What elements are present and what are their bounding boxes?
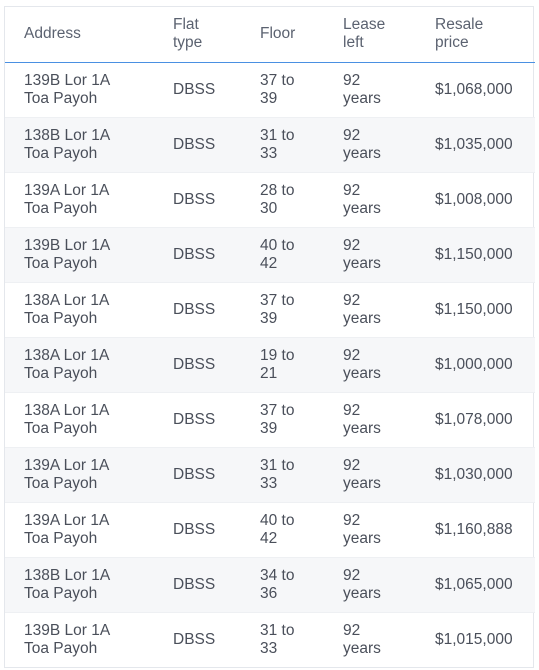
table-row [5,612,535,667]
table-body [5,62,535,667]
cell-lease-left-text: 92 years [343,291,381,327]
cell-lease-left [323,612,415,667]
cell-lease-left-text: 92 years [343,566,381,602]
cell-address-text: 139A Lor 1A Toa Payoh [24,511,110,547]
cell-lease-left-text: 92 years [343,401,381,437]
cell-floor-text: 40 to 42 [260,236,295,272]
cell-floor [240,117,323,172]
cell-resale-price: $1,065,000 [415,557,535,612]
cell-flat-type: DBSS [153,447,240,502]
cell-floor [240,392,323,447]
cell-floor [240,282,323,337]
cell-lease-left-text: 92 years [343,621,381,657]
cell-address-text: 138A Lor 1A Toa Payoh [24,346,110,382]
table-row [5,392,535,447]
cell-address [5,62,153,117]
column-header-lease-left-label: Lease left [343,16,386,52]
cell-address [5,172,153,227]
cell-lease-left-text: 92 years [343,181,381,217]
cell-floor [240,447,323,502]
cell-floor-text: 40 to 42 [260,511,295,547]
cell-floor-text: 31 to 33 [260,456,295,492]
cell-flat-type: DBSS [153,337,240,392]
cell-lease-left-text: 92 years [343,71,381,107]
column-header-flat-type [153,7,240,62]
column-header-resale-price-label: Resale price [435,16,484,52]
cell-lease-left [323,62,415,117]
cell-address-text: 138B Lor 1A Toa Payoh [24,126,111,162]
cell-address-text: 139A Lor 1A Toa Payoh [24,456,110,492]
cell-address [5,282,153,337]
cell-resale-price: $1,015,000 [415,612,535,667]
cell-floor-text: 37 to 39 [260,291,295,327]
cell-floor [240,62,323,117]
cell-floor [240,172,323,227]
cell-resale-price: $1,068,000 [435,80,513,98]
cell-lease-left [323,502,415,557]
cell-floor-text: 37 to 39 [260,71,295,107]
table-row [5,117,535,172]
table-row [5,282,535,337]
cell-floor-text: 37 to 39 [260,401,295,437]
cell-flat-type: DBSS [153,117,240,172]
cell-address-text: 139B Lor 1A Toa Payoh [24,236,111,272]
cell-floor [240,612,323,667]
cell-flat-type: DBSS [153,557,240,612]
cell-lease-left [323,447,415,502]
cell-floor [240,337,323,392]
cell-lease-left [323,172,415,227]
cell-resale-price: $1,000,000 [415,337,535,392]
cell-floor-text: 31 to 33 [260,621,295,657]
column-header-resale-price [415,7,535,62]
column-header-address [5,7,153,62]
cell-resale-price: $1,150,000 [415,227,535,282]
cell-floor-text: 19 to 21 [260,346,295,382]
table-header [5,7,535,62]
column-header-flat-type-label: Flat type [173,16,203,52]
column-header-floor [240,7,323,62]
column-header-address-label: Address [24,25,81,43]
header-row [5,7,535,62]
cell-lease-left-text: 92 years [343,511,381,547]
cell-flat-type: DBSS [153,172,240,227]
cell-flat-type: DBSS [153,392,240,447]
cell-resale-price: $1,150,000 [415,282,535,337]
cell-lease-left [323,557,415,612]
cell-flat-type: DBSS [153,282,240,337]
cell-flat-type: DBSS [153,502,240,557]
table [5,7,535,667]
table-row [5,227,535,282]
cell-resale-price: $1,035,000 [415,117,535,172]
cell-lease-left [323,117,415,172]
column-header-lease-left [323,7,415,62]
cell-flat-type: DBSS [173,80,216,98]
cell-resale-price: $1,030,000 [415,447,535,502]
cell-resale-price: $1,008,000 [415,172,535,227]
table-row [5,447,535,502]
cell-flat-type: DBSS [153,612,240,667]
cell-resale-price: $1,078,000 [415,392,535,447]
cell-lease-left [323,392,415,447]
table-row [5,62,535,117]
cell-address [5,447,153,502]
cell-address-text: 138A Lor 1A Toa Payoh [24,401,110,437]
cell-address [5,392,153,447]
column-header-floor-label: Floor [260,25,296,43]
cell-floor [240,502,323,557]
cell-floor-text: 28 to 30 [260,181,295,217]
cell-lease-left-text: 92 years [343,126,381,162]
cell-address-text: 138B Lor 1A Toa Payoh [24,566,111,602]
table-row [5,557,535,612]
cell-address-text: 139B Lor 1A Toa Payoh [24,71,111,107]
cell-lease-left-text: 92 years [343,456,381,492]
table-row [5,172,535,227]
cell-lease-left-text: 92 years [343,236,381,272]
cell-floor [240,557,323,612]
cell-address-text: 139B Lor 1A Toa Payoh [24,621,111,657]
table-row [5,337,535,392]
cell-address [5,337,153,392]
resale-transactions-table [4,6,534,668]
cell-floor-text: 31 to 33 [260,126,295,162]
cell-lease-left [323,227,415,282]
cell-resale-price: $1,160,888 [415,502,535,557]
cell-address-text: 138A Lor 1A Toa Payoh [24,291,110,327]
cell-address [5,502,153,557]
cell-lease-left [323,337,415,392]
cell-floor-text: 34 to 36 [260,566,295,602]
cell-address [5,117,153,172]
cell-lease-left-text: 92 years [343,346,381,382]
cell-address-text: 139A Lor 1A Toa Payoh [24,181,110,217]
table-row [5,502,535,557]
cell-flat-type: DBSS [153,227,240,282]
cell-address [5,612,153,667]
cell-lease-left [323,282,415,337]
cell-address [5,557,153,612]
cell-floor [240,227,323,282]
cell-address [5,227,153,282]
